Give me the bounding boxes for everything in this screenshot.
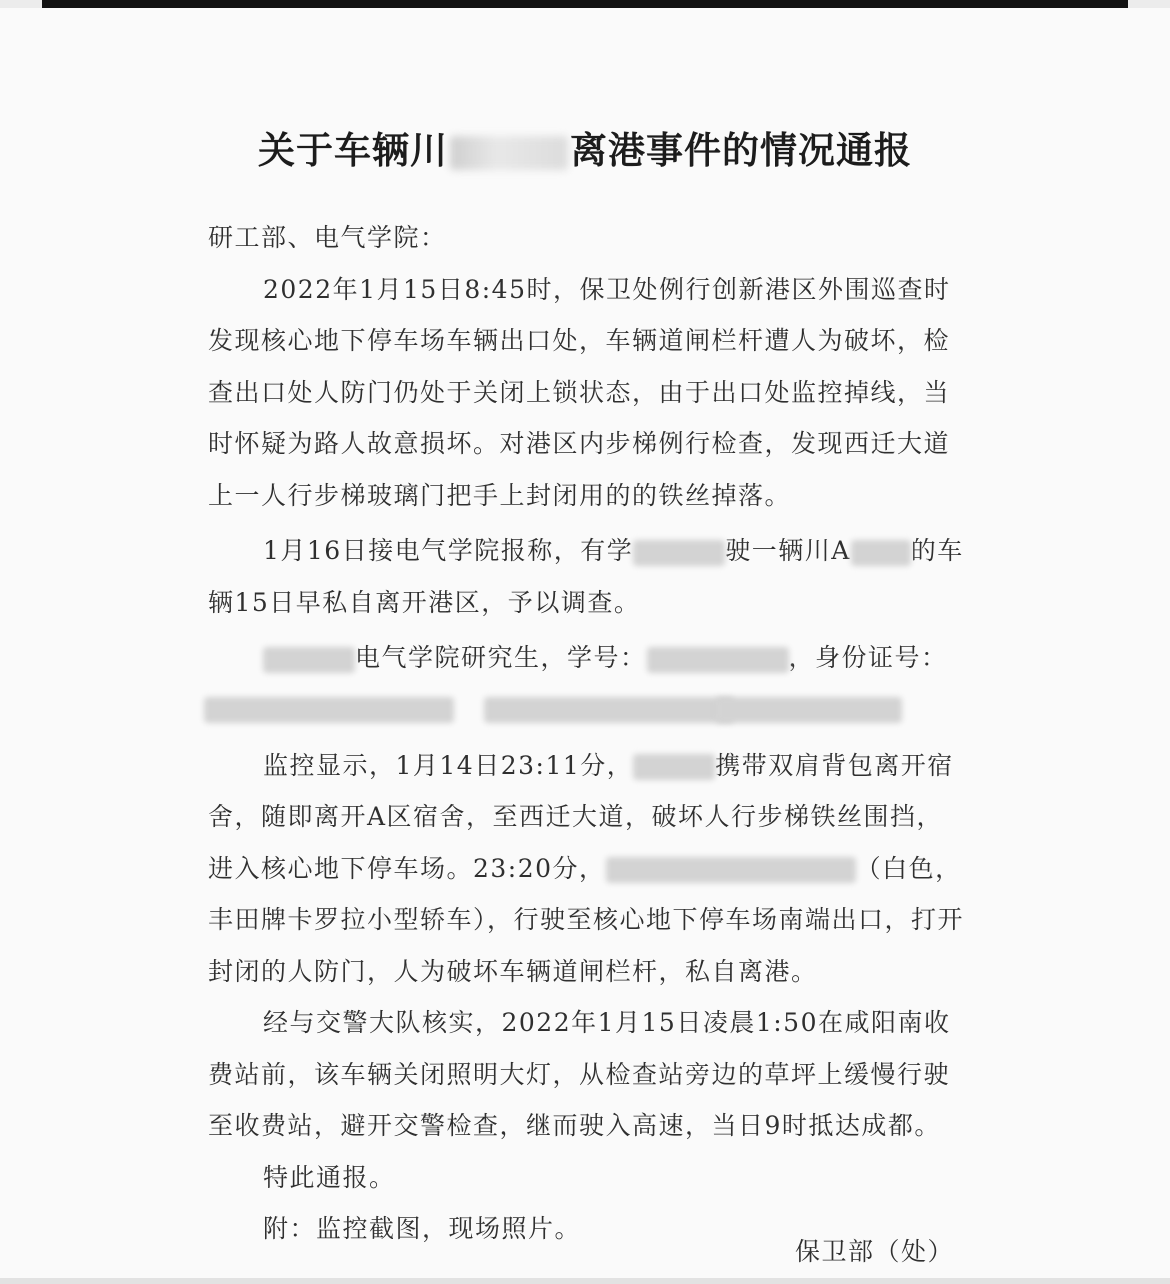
document-title bbox=[0, 120, 1170, 174]
paragraph-3-part-a: 电气学院研究生，学号： bbox=[355, 643, 647, 672]
bottom-edge bbox=[0, 1278, 1170, 1284]
paragraph-7: 附：监控截图，现场照片。 bbox=[263, 1214, 582, 1243]
paragraph-2 bbox=[208, 525, 968, 628]
redacted-id-segment bbox=[204, 697, 454, 723]
redacted-plate-number bbox=[450, 136, 568, 170]
redacted-student-name bbox=[633, 540, 725, 566]
redacted-name bbox=[263, 647, 355, 673]
paragraph-2-part-a: 1月16日接电气学院报称，有学 bbox=[263, 536, 634, 565]
redacted-student-id bbox=[647, 647, 789, 673]
top-edge-bar bbox=[42, 0, 1128, 8]
paragraph-4-part-b: 携带双肩背包离开宿舍，随即离开A区宿舍，至西迁大道，破坏人行步梯铁丝围挡，进入核心地下停车场。23:20分， bbox=[208, 750, 954, 883]
redacted-plate bbox=[851, 540, 911, 566]
paragraph-6: 特此通报。 bbox=[263, 1162, 396, 1192]
recipient-line: 研工部、电气学院： bbox=[208, 223, 447, 252]
redacted-id-number-row bbox=[208, 684, 968, 736]
paragraph-4-part-a: 监控显示，1月14日23:11分， bbox=[263, 750, 634, 780]
redacted-name bbox=[633, 754, 715, 780]
paragraph-1: 2022年1月15日8:45时，保卫处例行创新港区外围巡查时发现核心地下停车场车辆出口处，车辆道闸栏杆遭人为破坏，检查出口处人防门仍处于关闭上锁状态，由于出口处监控掉线，当时怀疑为路人故意损坏。对港区内步梯例行检查，发现西迁大道上一人行步梯玻璃门把手上封闭用的的铁丝掉落。 bbox=[208, 274, 951, 510]
title-prefix: 关于车辆川 bbox=[258, 129, 448, 172]
redacted-vehicle-info bbox=[606, 857, 856, 883]
paragraph-2-part-c: 的车辆15日早私自离开港区，予以调查。 bbox=[208, 536, 964, 617]
signature-line: 保卫部（处） bbox=[794, 1237, 954, 1266]
document-body bbox=[208, 212, 968, 1255]
title-suffix: 离港事件的情况通报 bbox=[570, 129, 912, 172]
paragraph-4 bbox=[208, 740, 968, 998]
paragraph-3 bbox=[208, 632, 968, 684]
paragraph-3-part-b: ，身份证号： bbox=[788, 643, 948, 672]
paragraph-2-part-b: 驶一辆川A bbox=[725, 536, 851, 565]
paragraph-4-part-c: （白色，丰田牌卡罗拉小型轿车），行驶至核心地下停车场南端出口，打开封闭的人防门，人为破坏车辆道闸栏杆，私自离港。 bbox=[208, 853, 965, 986]
redacted-id-segment bbox=[716, 697, 902, 723]
redacted-id-segment bbox=[484, 697, 734, 723]
paragraph-5: 经与交警大队核实，2022年1月15日凌晨1:50在咸阳南收费站前，该车辆关闭照明大灯，从检查站旁边的草坪上缓慢行驶至收费站，避开交警检查，继而驶入高速，当日9时抵达成都。 bbox=[208, 1008, 951, 1140]
